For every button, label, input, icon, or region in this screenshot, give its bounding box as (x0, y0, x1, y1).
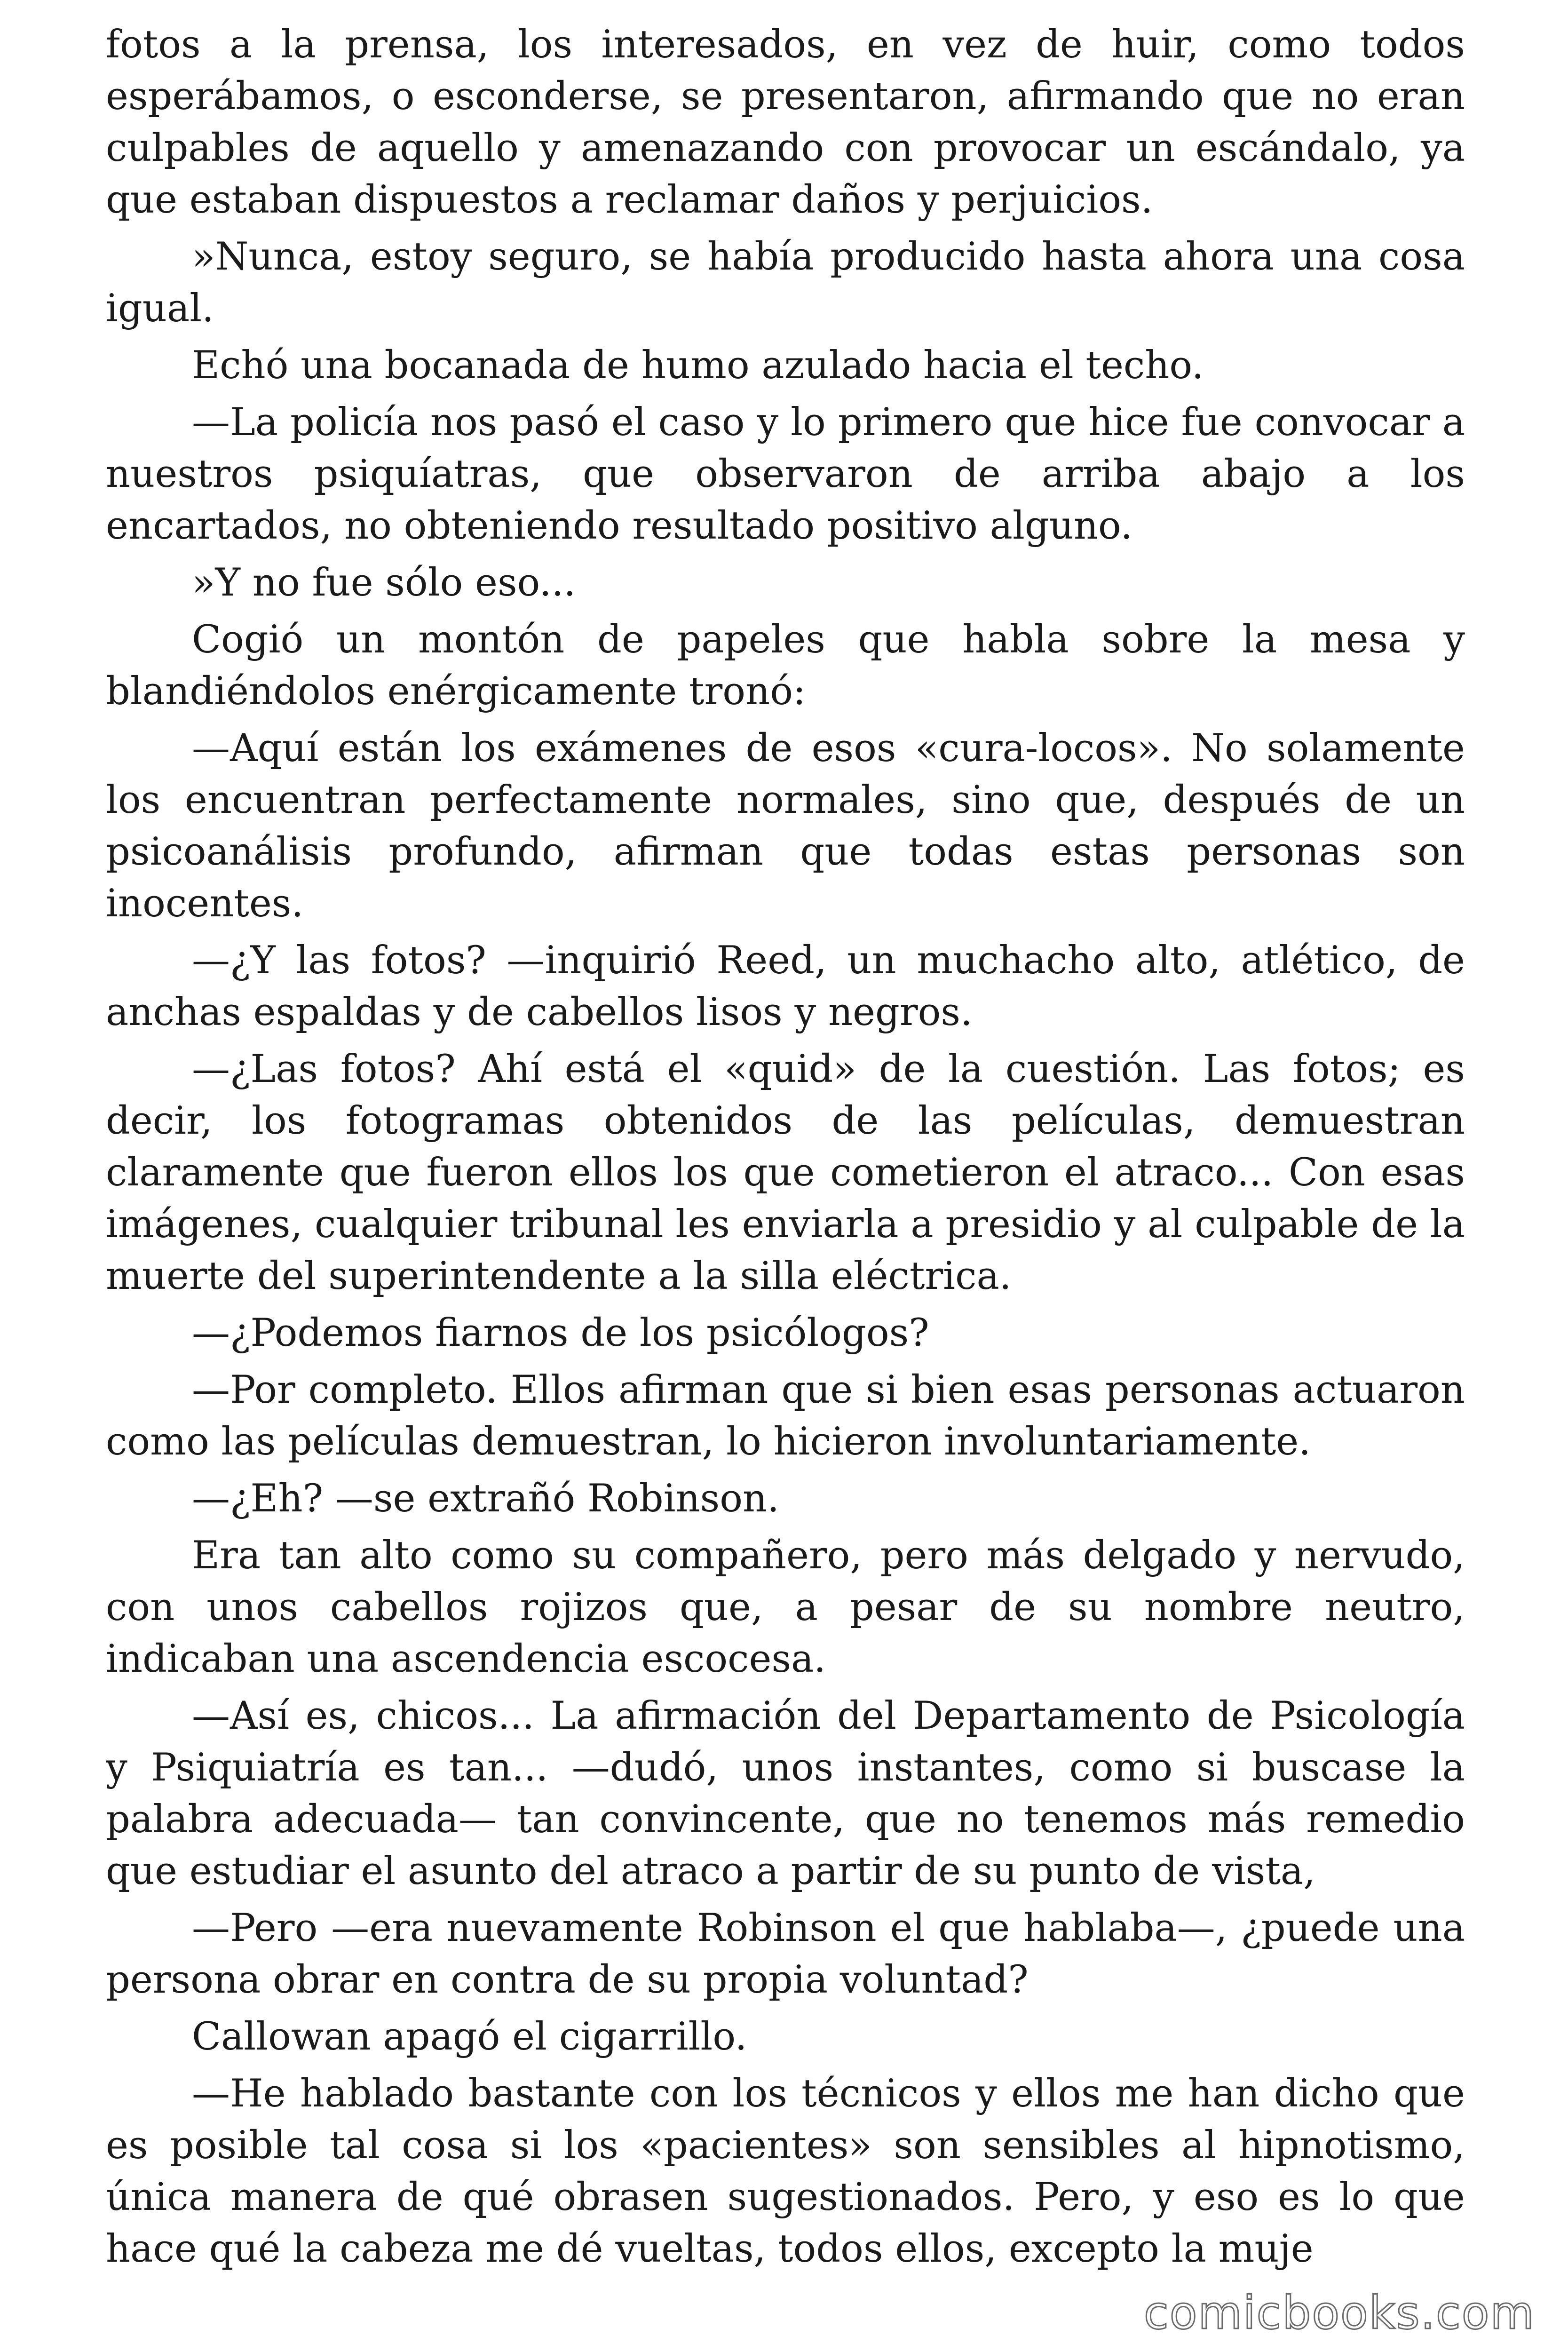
paragraph: —¿Eh? —se extrañó Robinson. (192, 1477, 779, 1521)
paragraph: —Aquí están los exámenes de esos «cura-locos». No solamente los encuentran perfectamente normales, sino que, después de un psicoanálisis profundo, afirman que todas estas personas son inocentes. (106, 726, 1465, 926)
paragraph: Callowan apagó el cigarrillo. (192, 2015, 747, 2059)
book-page (106, 19, 1465, 2343)
paragraph: Era tan alto como su compañero, pero más delgado y nervudo, con unos cabellos rojizos que, a pesar de su nombre neutro, indicaban una ascendencia escocesa. (106, 1534, 1465, 1681)
paragraph: —Pero —era nuevamente Robinson el que hablaba—, ¿puede una persona obrar en contra de su propia voluntad? (106, 1906, 1465, 2002)
watermark: comicbooks.com (1143, 2287, 1535, 2339)
paragraph: »Nunca, estoy seguro, se había producido hasta ahora una cosa igual. (106, 235, 1465, 331)
paragraph: —La policía nos pasó el caso y lo primero que hice fue convocar a nuestros psiquíatras, que observaron de arriba abajo a los encartados, no obteniendo resultado positivo alguno. (106, 400, 1465, 548)
paragraph: —¿Las fotos? Ahí está el «quid» de la cuestión. Las fotos; es decir, los fotogramas obtenidos de las películas, demuestran claramente que fueron ellos los que cometieron el atraco... Con esas imágenes, cualquier tribunal les enviarla a presidio y al culpable de la muerte del superintendente a la silla eléctrica. (106, 1047, 1465, 1298)
paragraph: —Por completo. Ellos afirman que si bien esas personas actuaron como las películas demuestran, lo hicieron involuntariamente. (106, 1368, 1465, 1464)
paragraph: Cogió un montón de papeles que habla sobre la mesa y blandiéndolos enérgicamente tronó: (106, 618, 1465, 714)
paragraph: —¿Podemos fiarnos de los psicólogos? (192, 1311, 929, 1355)
paragraph: »Y no fue sólo eso... (192, 561, 576, 605)
paragraph: —Así es, chicos... La afirmación del Departamento de Psicología y Psiquiatría es tan... —dudó, unos instantes, como si buscase la palabra adecuada— tan convincente, que no tenemos más remedio que estudiar el asunto del atraco a partir de su punto de vista, (106, 1694, 1465, 1893)
paragraph: —He hablado bastante con los técnicos y ellos me han dicho que es posible tal cosa si los «pacientes» son sensibles al hipnotismo, única manera de qué obrasen sugestionados. Pero, y eso es lo que hace qué la cabeza me dé vueltas, todos ellos, excepto la muje (106, 2072, 1465, 2271)
paragraph: —¿Y las fotos? —inquirió Reed, un muchacho alto, atlético, de anchas espaldas y de cabellos lisos y negros. (106, 938, 1465, 1034)
paragraph: fotos a la prensa, los interesados, en vez de huir, como todos esperábamos, o esconderse, se presentaron, afirmando que no eran culpables de aquello y amenazando con provocar un escándalo, ya que estaban dispuestos a reclamar daños y perjuicios. (106, 23, 1465, 222)
paragraph: Echó una bocanada de humo azulado hacia el techo. (192, 343, 1204, 388)
